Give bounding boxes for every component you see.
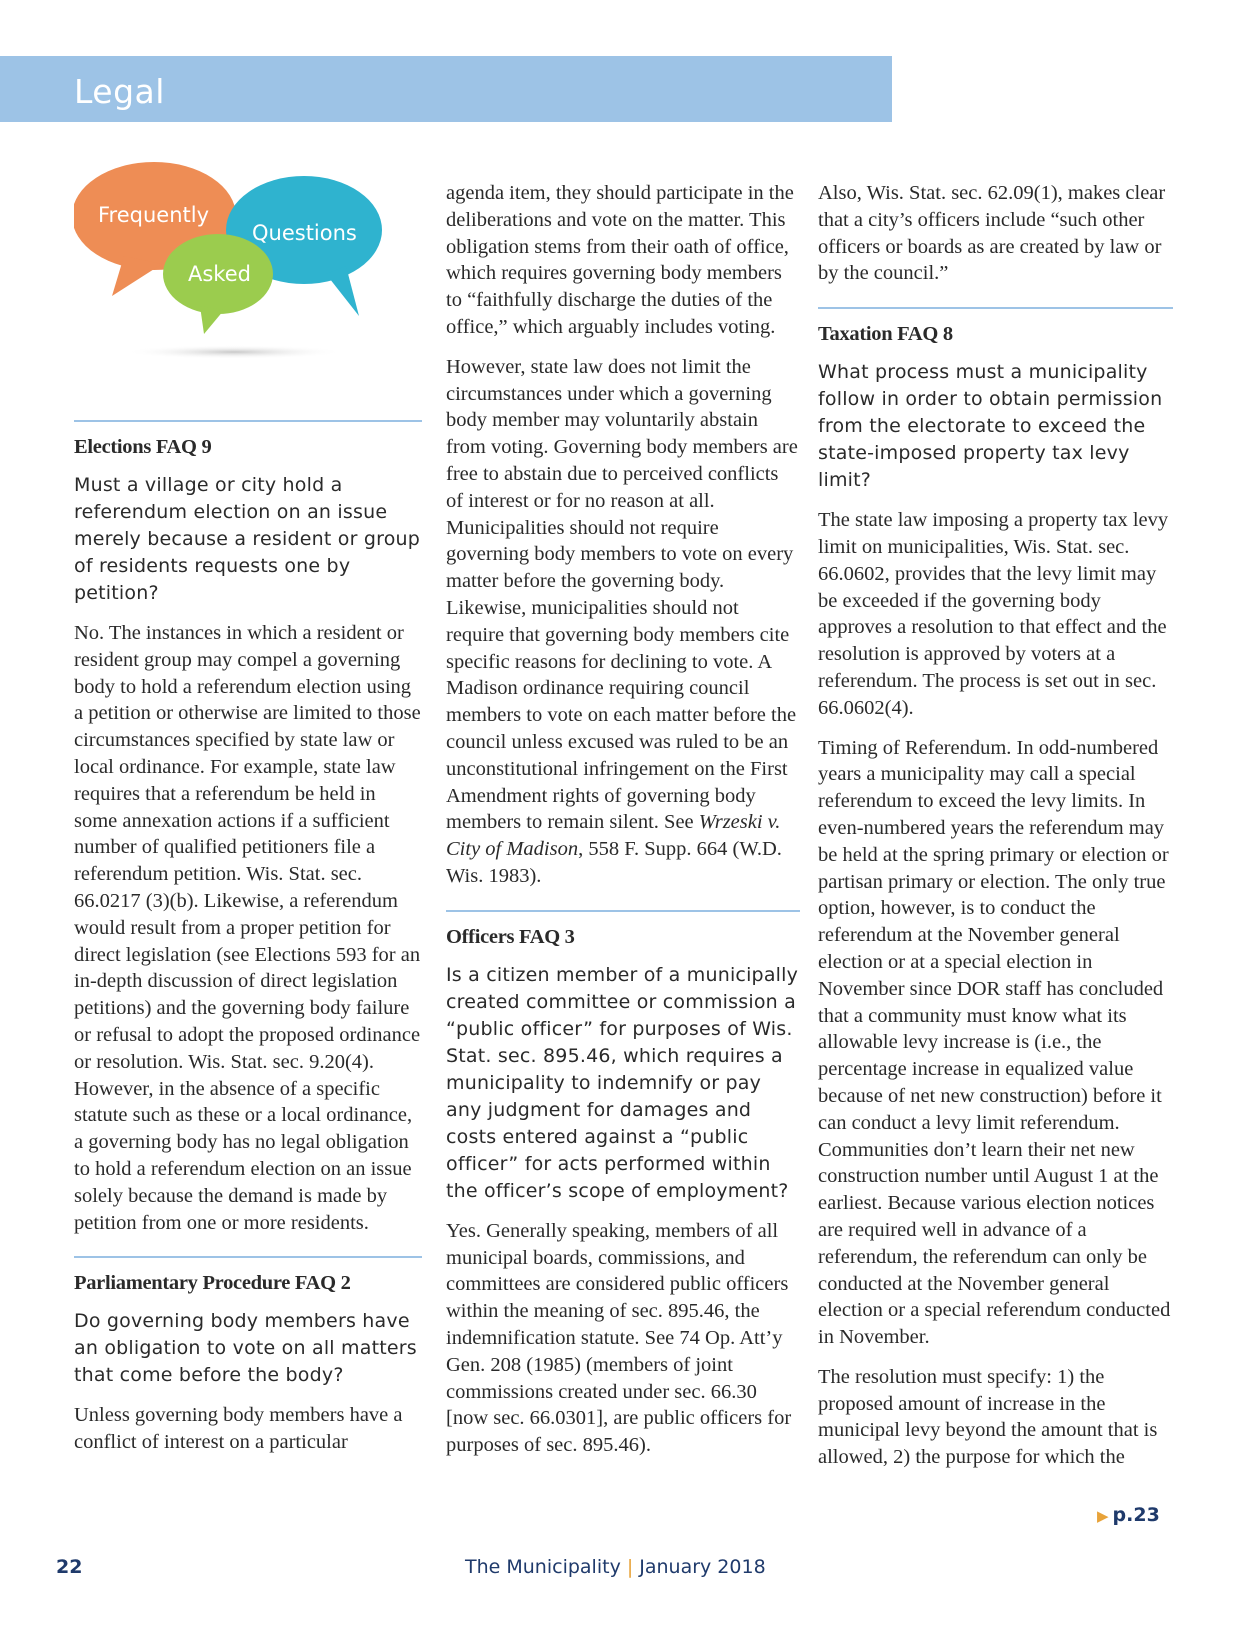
section-header-band — [0, 56, 892, 122]
faq-question-elections: Must a village or city hold a referendum election on an issue merely because a resident or group of residents requests one by petition? — [74, 474, 421, 604]
section-title: Legal — [74, 72, 165, 111]
faq-heading-taxation: Taxation FAQ 8 — [818, 323, 953, 346]
column-1 — [74, 180, 422, 1469]
faq-answer-taxation-1: The state law imposing a property tax levy limit on municipalities, Wis. Stat. sec. 66.0602, provides that the levy limit may be exceeded if the governing body approves a resolution to that effect and the resolution is approved by voters at a referendum. The process is set out in sec. 66.0602(4). — [818, 509, 1169, 719]
bubble-word-asked: Asked — [188, 262, 251, 286]
paragraph-city-officers: Also, Wis. Stat. sec. 62.09(1), makes clear that a city’s officers include “such other officers or boards as are created by law or by the council.” — [818, 182, 1166, 285]
speech-bubbles-icon — [74, 156, 394, 386]
bubble-word-frequently: Frequently — [98, 203, 210, 227]
bubble-word-questions: Questions — [252, 221, 357, 245]
faq-answer-elections: No. The instances in which a resident or resident group may compel a governing body to hold a referendum election using a petition or otherwise are limited to those circumstances specified by state law or local ordinance. For example, state law requires that a referendum be held in some annexation actions if a sufficient number of qualified petitioners file a referendum petition. Wis. Stat. sec. 66.0217 (3)(b). Likewise, a referendum would result from a proper petition for direct legislation (see Elections 593 for an in-depth discussion of direct legislation petitions) and the governing body failure or refusal to adopt the proposed ordinance or resolution. Wis. Stat. sec. 9.20(4). However, in the absence of a specific statute such as these or a local ordinance, a governing body has no legal obligation to hold a referendum election on an issue solely because the demand is made by petition from one or more residents. — [74, 622, 421, 1234]
publication-issue: January 2018 — [639, 1556, 766, 1578]
arrow-right-icon: ▶ — [1097, 1507, 1109, 1525]
column-2 — [446, 180, 800, 1472]
case-citation: Wrzeski v. City of Madison — [446, 811, 781, 861]
continued-link[interactable] — [1097, 1504, 1160, 1526]
divider-rule — [818, 307, 1173, 309]
faq-answer-parliamentary-start: Unless governing body members have a conflict of interest on a particular — [74, 1404, 403, 1454]
faq-question-officers: Is a citizen member of a municipally created committee or commission a “public officer” for purposes of Wis. Stat. sec. 895.46, which requires a municipality to indemnify or pay any judgment for damages and costs entered against a “public officer” for acts performed within the officer’s scope of employment? — [446, 963, 799, 1202]
paragraph-continued: agenda item, they should participate in the deliberations and vote on the matter. This obligation stems from their oath of office, which requires governing body members to “faithfully discharge the duties of the office,” which arguably includes voting. — [446, 182, 794, 338]
faq-heading-elections: Elections FAQ 9 — [74, 436, 212, 458]
faq-answer-taxation-3: The resolution must specify: 1) the proposed amount of increase in the municipal levy beyond the amount that is allowed, 2) the purpose for which the — [818, 1365, 1158, 1469]
faq-heading-officers: Officers FAQ 3 — [446, 925, 575, 948]
column-3 — [818, 180, 1173, 1484]
divider-rule — [446, 910, 800, 912]
faq-question-taxation: What process must a municipality follow in order to obtain permission from the electorate to exceed the state-imposed property tax levy limit? — [818, 361, 1163, 492]
continued-page: p.23 — [1112, 1504, 1160, 1526]
publication-footer — [465, 1556, 766, 1578]
faq-answer-taxation-2: Timing of Referendum. In odd-numbered years a municipality may call a special referendum to exceed the levy limits. In even-numbered years the referendum may be held at the spring primary or election or partisan primary or election. The only true option, however, is to conduct the referendum at the November general election or at a special election in November since DOR staff has concluded that a community must know what its allowable levy increase is (i.e., the percentage increase in equalized value because of net new construction) before it can conduct a levy limit referendum. Communities don’t learn their net new construction number until August 1 at the earliest. Because various election notices are required well in advance of a referendum, the referendum can only be conducted at the November general election or a special referendum conducted in November. — [818, 736, 1171, 1349]
faq-bubbles-graphic — [74, 180, 394, 400]
footer-separator: | — [626, 1556, 634, 1578]
faq-answer-officers: Yes. Generally speaking, members of all municipal boards, commissions, and committees are considered public officers within the meaning of sec. 895.46, the indemnification statute. See 74 Op. Att’y Gen. 208 (1985) (members of joint commissions created under sec. 66.30 [now sec. 66.0301], are public officers for purposes of sec. 895.46). — [446, 1219, 792, 1457]
faq-heading-parliamentary: Parliamentary Procedure FAQ 2 — [74, 1272, 351, 1295]
publication-name: The Municipality — [465, 1556, 621, 1578]
paragraph-abstain-citation: , 558 F. Supp. 664 (W.D. Wis. 1983). — [446, 838, 782, 887]
divider-rule — [74, 1256, 422, 1258]
page-number: 22 — [56, 1556, 83, 1578]
divider-rule — [74, 420, 422, 422]
paragraph-abstain-text: However, state law does not limit the circumstances under which a governing body member may voluntarily abstain from voting. Governing body members are free to abstain due to perceived conflicts of interest or for no reason at all. Municipalities should not require governing body members to vote on every matter before the governing body. Likewise, municipalities should not require that governing body members cite specific reasons for declining to vote. A Madison ordinance requiring council members to vote on each matter before the council unless excused was ruled to be an unconstitutional infringement on the First Amendment rights of governing body members to remain silent. See — [446, 355, 798, 834]
paragraph-abstain — [446, 354, 800, 890]
faq-question-parliamentary: Do governing body members have an obligation to vote on all matters that come before the body? — [74, 1310, 417, 1387]
